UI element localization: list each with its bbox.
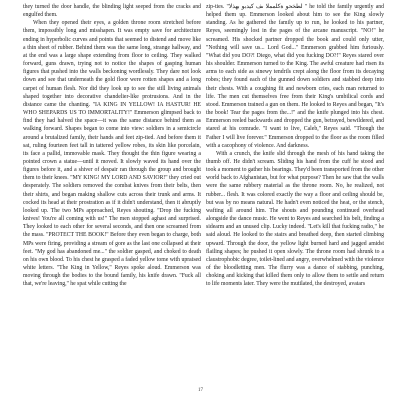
paragraph: When they opened their eyes, a golden throne room stretched before them, impossibly long and misshapen. It was empty save for architecture ending in hyperbolic curves and points that seemed to distend and move like a thin sheet of rubber. Behind them was the same long, strange hallway, and at the end was a large shape extending from floor to ceiling. They walked forward, guns drawn, trying not to notice the shapes of gasping human figures that pushed into the walls beckoning wordlessly. They dare not look down and see that underneath the gold floor were rotten shapes and a long carpet of human flesh. Nor did they look up to see the still living animals shaped together into decorative chandelier-like protrusions. And in the distance came the chanting. "IA KING IN YELLOW! IA HASTUR! HE WHO SHEPARDS US TO IMMORTALITY!" Emmerson glimpsed back to find they had halved the space—it was the same distance behind them as walking forward. Shapes began to come into view: soldiers in a semicircle around a brutalized family, their hands and feet zip-tied. And before them it sat, ruling fourteen feet tall in tattered yellow robes, its skin like porcelain, its face a pallid, immovable mask. They thought the thin figure wearing a pointed crown a statue—until it moved. It slowly waved its hand over the figures before it, and a shiver of despair ran through the group and brought them to their knees. "MY KING! MY LORD AND SAVIOR!" they cried out desperately. The soldiers removed the combat knives from their belts, then their shirts, and began making shallow cuts across their trunk and arms. It cocked its head at their prostration as if it didn't understand, then it abruptly looked up. The two MPs approached, Reyes shouting. "Drop the fucking knives! You're all coming with us!" The men stopped aghast and surprised. They looked to each other for several seconds, and then one screamed from the mass. "PROTECT THE BOOK!" Before they even began to charge, both MPs were firing, providing a stream of gore as the last one collapsed at their feet. "My god has abandoned me..." the soldier gasped, and choked to death on his own blood. To his chest he grasped a faded yellow tome with upraised white letters. "The King in Yellow," Reyes spoke aloud. Emmerson was moving through the bodies to the bound family, his knife drawn. "Fuck all that, we're leaving," he spat while cutting the [23, 20, 201, 288]
paragraph: With a crunch, the knife slid through the mesh of his hand taking the thumb off. He didn't scream. Sliding his hand from the cuff he stood and took a moment to gather his bearings. They'd been transported from the other world back to Afghanistan, but for what purpose? Then he saw that the walls were the same rubbery material as the throne room. No, he realized, not rubber... flesh. It was colored exactly the way a floor and ceiling should be, but was by no means natural. He hadn't even noticed the heat, or the stench, wafting all around him. The shouts and pounding continued overhead alongside the dance music. He went to Reyes and searched his belt, finding a sidearm and an unused clip. Lucky indeed. "Let's kill that fucking radio," he said aloud. He looked to the stairs and breathed deep, then started climbing upward. Through the door, the yellow light burned hard and jagged amidst flailing shapes; he pushed it open slowly. The throne room had shrunk to a claustrophobic degree, toilet-lined and angry, overwhelmed with the violence of the bloodletting men. The flurry was a dance of stabbing, punching, choking and kicking that killed them only to allow them to settle and return to life moments later. They were the mutilated, the destroyed, avatars [206, 150, 384, 288]
left-text-column [23, 3, 201, 383]
paragraph: they turned the door handle, the blinding light seeped from the cracks and engulfed them. [23, 4, 201, 19]
page-number: 17 [198, 388, 203, 393]
paragraph: zip-ties. "لطخحو ةكلمملا ىف كيدبو بهذلا " he told the family urgently and helped them up. Emmerson looked about him to see the King slowly standing. As he gathered the family up to run, he looked to his partner, Reyes, seemingly lost in the pages of the arcane manuscript. "NO!" he screamed. His shocked partner dropped the book and could only utter, "Nothing will save us... Lord God..." Emmerson grabbed him furiously. "What did you DO?! Diego, what did you fucking DO?!" Reyes stared over his shoulder. Emmerson turned to the King. The awful creature had risen its arms to each side as sinewy tendrils crept along the floor from its decaying robes; they found each of the gunned down soldiers and stabbed deep into their chests. With a coughing fit and newborn cries, each man returned to life. The men cut themselves free from their King's umbilical cords and stood. Emmerson trained a gun on them. He looked to Reyes and began, "It's the book! Tear the pages from the...!" and the knife plunged into his chest. Emmerson reeled backwards and dropped the gun, betrayed, bewildered, and stared at his comrade. "I want to live, Caleb," Reyes said. "Though the Father I will live forever." Emmerson dropped to the floor as the room filled with a cacophony of violence. And darkness. [206, 4, 384, 149]
right-text-column [206, 3, 384, 383]
